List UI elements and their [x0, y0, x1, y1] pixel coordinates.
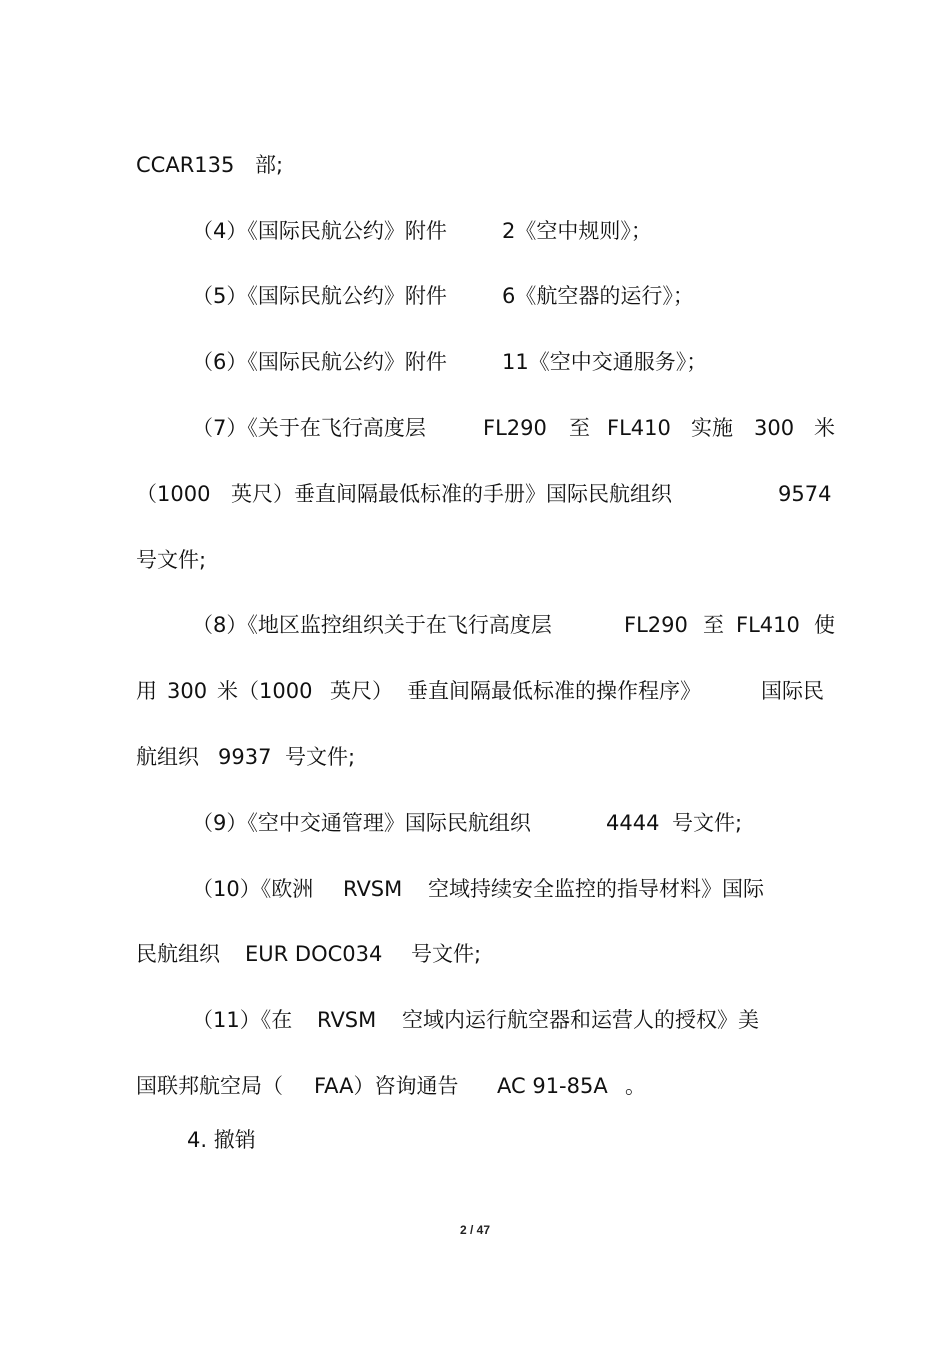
text-segment: 实施 — [691, 416, 733, 440]
text-segment: AC 91-85A — [497, 1074, 608, 1098]
text-line — [0, 605, 835, 645]
text-segment: 部; — [255, 153, 284, 177]
text-segment: 国联邦航空局（ — [136, 1074, 283, 1098]
text-segment: 空域内运行航空器和运营人的授权》美 — [402, 1008, 759, 1032]
text-segment: （10）《欧洲 — [192, 877, 314, 901]
text-segment: 至 — [569, 416, 590, 440]
text-segment: 号文件; — [411, 942, 482, 966]
text-line — [0, 1120, 256, 1160]
text-segment: （5）《国际民航公约》附件 — [192, 284, 447, 308]
text-segment: （8）《地区监控组织关于在飞行高度层 — [192, 613, 552, 637]
text-segment: （9）《空中交通管理》国际民航组织 — [192, 811, 531, 835]
text-segment: 4444 — [606, 811, 660, 835]
text-segment: （7）《关于在飞行高度层 — [192, 416, 426, 440]
text-line — [0, 540, 207, 580]
section-heading: 4. 撤销 — [187, 1128, 256, 1152]
text-segment: （4）《国际民航公约》附件 — [192, 219, 447, 243]
text-segment: RVSM — [317, 1008, 377, 1032]
text-line — [0, 408, 835, 448]
text-segment: 。 — [625, 1074, 646, 1098]
text-segment: 号文件; — [136, 548, 207, 572]
text-segment: 民航组织 — [136, 942, 220, 966]
text-segment: 英尺）垂直间隔最低标准的手册》国际民航组织 — [231, 482, 672, 506]
text-line — [0, 276, 694, 316]
text-segment: 11《空中交通服务》； — [502, 350, 708, 374]
text-segment: 至 — [703, 613, 724, 637]
text-segment: 米 — [814, 416, 835, 440]
text-line — [0, 145, 284, 185]
text-segment: FAA）咨询通告 — [314, 1074, 459, 1098]
page-number: 2 / 47 — [459, 1223, 491, 1237]
text-line — [0, 671, 824, 711]
text-segment: （1000 — [136, 482, 211, 506]
text-segment: 空域持续安全监控的指导材料》国际 — [428, 877, 764, 901]
text-segment: FL290 — [624, 613, 688, 637]
text-line — [0, 1066, 646, 1106]
text-line — [0, 1000, 759, 1040]
text-segment: 6《航空器的运行》； — [502, 284, 694, 308]
text-segment: （6）《国际民航公约》附件 — [192, 350, 447, 374]
text-segment: 米（1000 — [217, 679, 313, 703]
text-segment: 英尺） — [330, 679, 393, 703]
text-segment: 用 — [136, 679, 157, 703]
text-line — [0, 211, 652, 251]
text-line — [0, 342, 708, 382]
text-segment: RVSM — [343, 877, 403, 901]
text-segment: 垂直间隔最低标准的操作程序》 — [407, 679, 701, 703]
text-line — [0, 869, 764, 909]
text-segment: 2《空中规则》； — [502, 219, 652, 243]
text-segment: 国际民 — [761, 679, 824, 703]
text-segment: （11）《在 — [192, 1008, 293, 1032]
text-line — [0, 474, 832, 514]
text-segment: FL410 — [736, 613, 800, 637]
text-segment: 航组织 — [136, 745, 199, 769]
text-segment: 号文件; — [672, 811, 743, 835]
text-line — [0, 803, 743, 843]
text-line — [0, 737, 356, 777]
text-segment: 9574 — [778, 482, 832, 506]
text-line — [0, 934, 482, 974]
text-segment: EUR DOC034 — [245, 942, 383, 966]
text-segment: CCAR135 — [136, 153, 235, 177]
text-segment: FL410 — [607, 416, 671, 440]
text-segment: 号文件; — [285, 745, 356, 769]
text-segment: 300 — [754, 416, 795, 440]
text-segment: FL290 — [483, 416, 547, 440]
text-segment: 300 — [167, 679, 208, 703]
text-segment: 使 — [814, 613, 835, 637]
text-segment: 9937 — [218, 745, 272, 769]
